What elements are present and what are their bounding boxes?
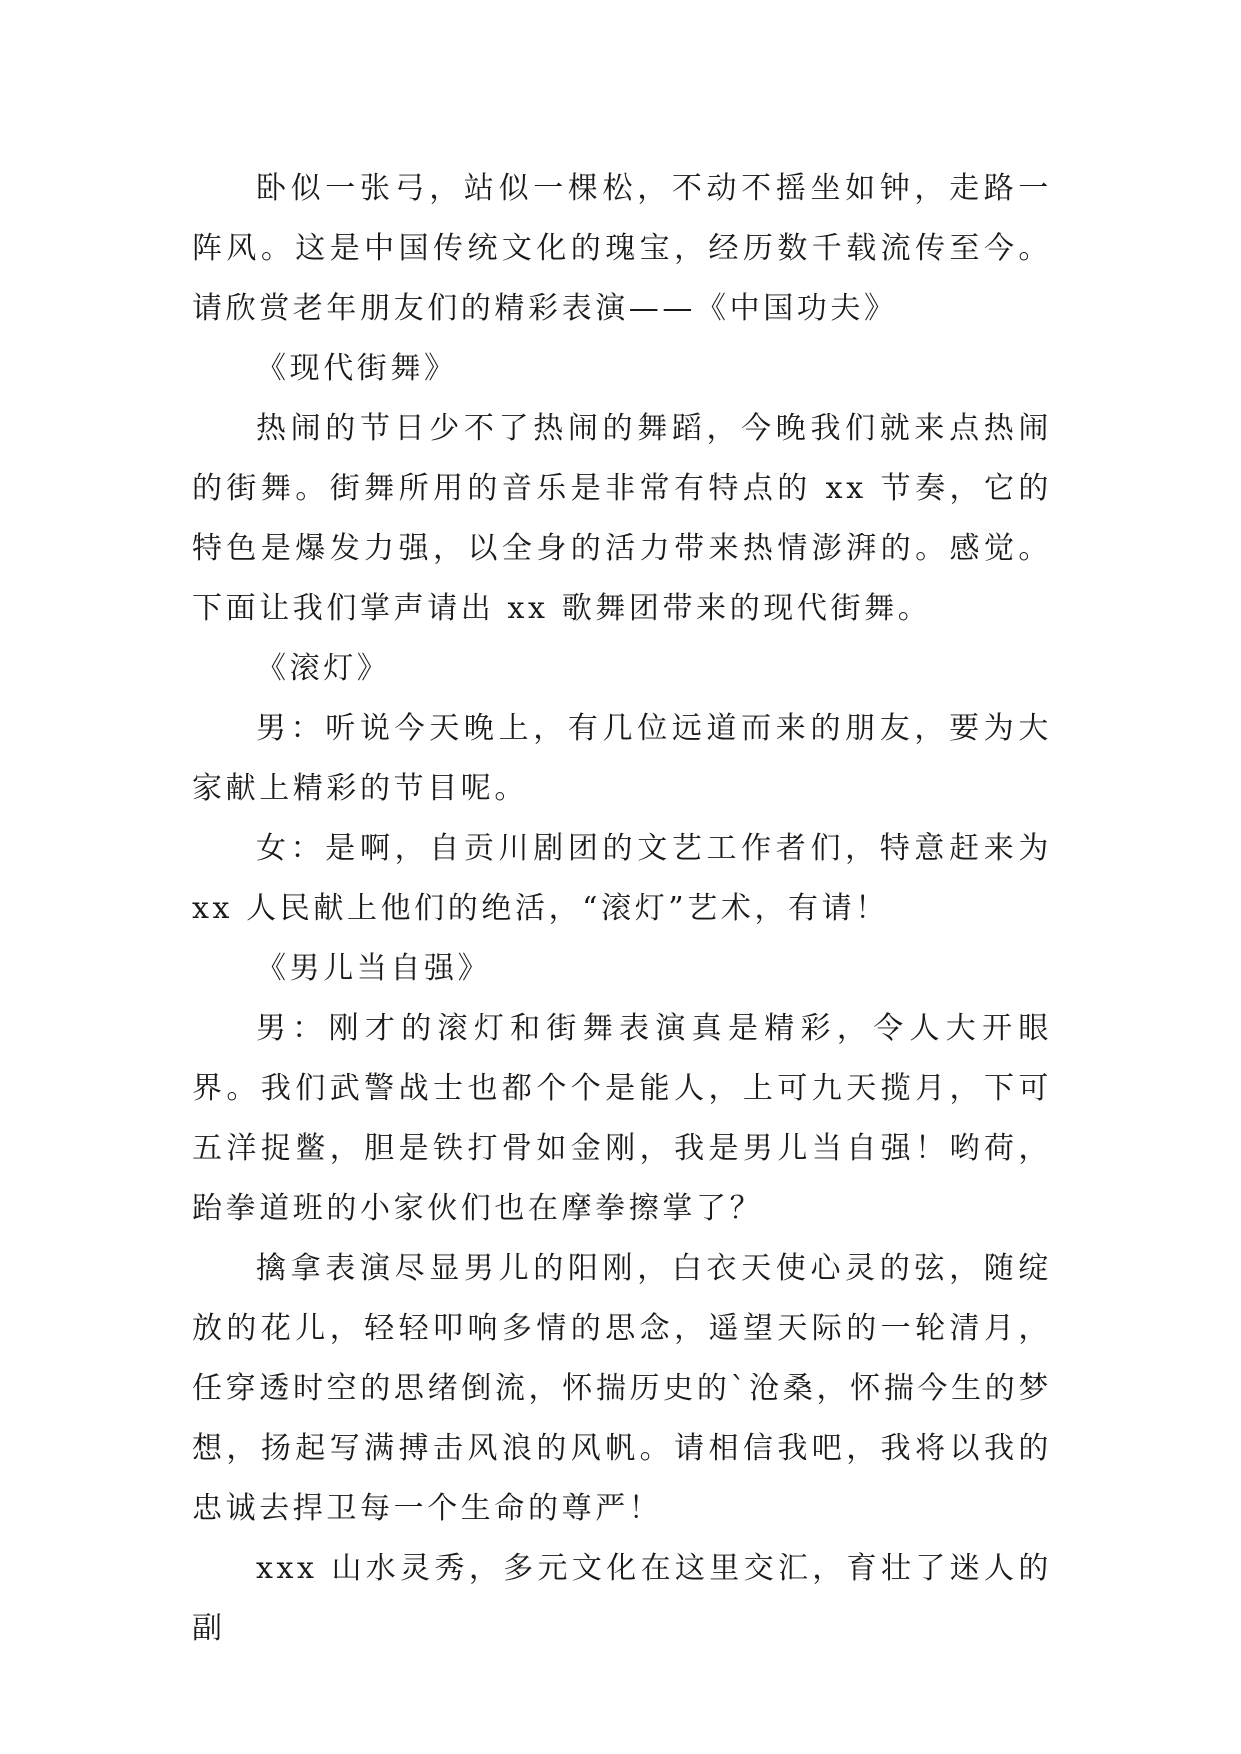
- paragraph-landscape-culture: xxx 山水灵秀，多元文化在这里交汇，育壮了迷人的副: [192, 1551, 1052, 1646]
- paragraph-male-host-strong: 男：刚才的滚灯和街舞表演真是精彩，令人大开眼界。我们武警战士也都个个是能人，上可九天揽月，下可五洋捉鳖，胆是铁打骨如金刚，我是男儿当自强！哟荷，跆拳道班的小家伙们也在摩拳擦掌了？: [192, 1011, 1052, 1226]
- section-title-be-strong: 《男儿当自强》: [256, 951, 492, 986]
- document-body: [192, 159, 1052, 1659]
- section-title-street-dance: 《现代街舞》: [256, 351, 458, 386]
- paragraph-street-dance: 热闹的节日少不了热闹的舞蹈，今晚我们就来点热闹的街舞。街舞所用的音乐是非常有特点的 xx 节奏，它的特色是爆发力强，以全身的活力带来热情澎湃的。感觉。下面让我们掌声请出 xx 歌舞团带来的现代街舞。: [192, 411, 1052, 626]
- paragraph-martial-performance: 擒拿表演尽显男儿的阳刚，白衣天使心灵的弦，随绽放的花儿，轻轻叩响多情的思念，遥望天际的一轮清月，任穿透时空的思绪倒流，怀揣历史的`沧桑，怀揣今生的梦想，扬起写满搏击风浪的风帆。请相信我吧，我将以我的忠诚去捍卫每一个生命的尊严！: [192, 1251, 1052, 1526]
- section-title-rolling-lantern: 《滚灯》: [256, 651, 391, 686]
- paragraph-male-host-lantern: 男：听说今天晚上，有几位远道而来的朋友，要为大家献上精彩的节目呢。: [192, 711, 1052, 806]
- paragraph-female-host-lantern: 女：是啊，自贡川剧团的文艺工作者们，特意赶来为 xx 人民献上他们的绝活，“滚灯”艺术，有请！: [192, 831, 1052, 926]
- paragraph-kungfu-intro: 卧似一张弓，站似一棵松，不动不摇坐如钟，走路一阵风。这是中国传统文化的瑰宝，经历数千载流传至今。请欣赏老年朋友们的精彩表演——《中国功夫》: [192, 171, 1052, 326]
